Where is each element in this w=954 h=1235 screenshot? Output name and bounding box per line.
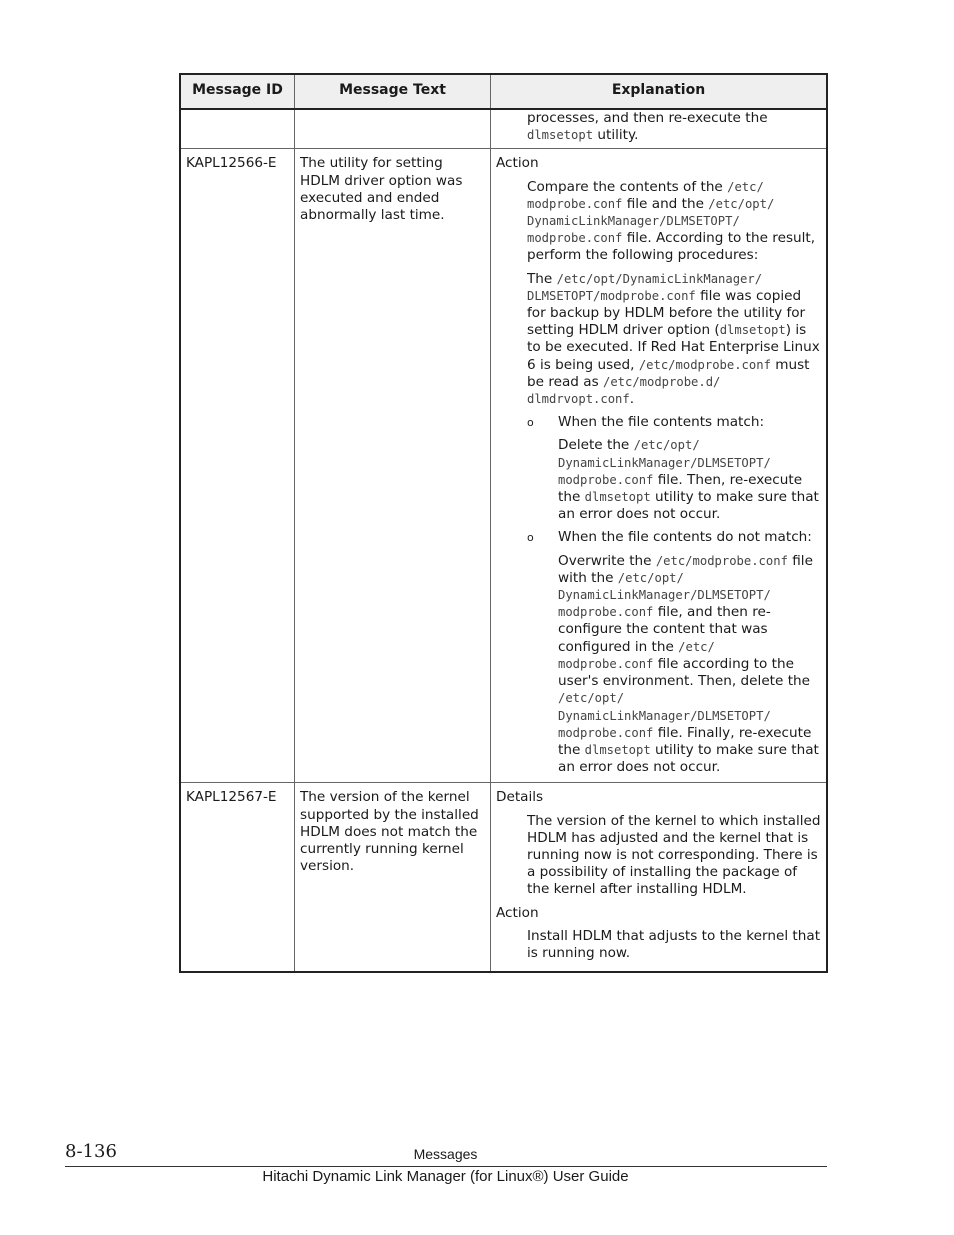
txt: file according to the user's environment. Then, delete the xyxy=(558,655,811,690)
message-explanation xyxy=(491,783,826,971)
path: /etc/modprobe.d/ dlmdrvopt.conf xyxy=(527,374,721,407)
path: /etc/opt/ DynamicLinkManager/DLMSETOPT/ modprobe.conf xyxy=(527,196,775,246)
txt: The xyxy=(527,270,557,287)
header-explanation: Explanation xyxy=(611,82,706,98)
txt: file with the xyxy=(558,552,813,586)
path: /etc/opt/ DynamicLinkManager/DLMSETOPT/ modprobe.conf xyxy=(558,438,771,487)
cell-explanation-continued xyxy=(491,110,826,148)
txt: file and the xyxy=(622,195,709,212)
table-row xyxy=(181,782,826,971)
path: /etc/opt/ DynamicLinkManager/DLMSETOPT/ modprobe.conf xyxy=(558,691,771,740)
cell-id-empty xyxy=(181,110,295,148)
bullet-icon: o xyxy=(527,531,534,545)
txt: file. Then, re-execute the xyxy=(558,471,803,506)
table-row-continuation xyxy=(181,110,826,148)
message-id: KAPL12567-E xyxy=(181,783,295,971)
path: /etc/ modprobe.conf xyxy=(527,179,764,211)
continued-paragraph xyxy=(496,110,821,144)
compare-paragraph xyxy=(496,179,821,265)
page-number: 8-136 xyxy=(65,1141,117,1162)
cell-text-empty xyxy=(295,110,491,148)
txt: file. Finally, re-execute the xyxy=(558,724,812,758)
path: /etc/opt/DynamicLinkManager/ DLMSETOPT/modprobe.conf xyxy=(527,271,763,303)
header-message-text: Message Text xyxy=(295,75,491,108)
details-text: The version of the kernel to which installed HDLM has adjusted and the kernel that is running now is not corresponding. There is a possibility of installing the package of the kernel after installing HDLM. xyxy=(527,812,821,898)
message-id: KAPL12566-E xyxy=(181,149,295,782)
bullet-title: When the file contents match: xyxy=(558,414,765,431)
table-header-row xyxy=(181,75,826,110)
backup-paragraph xyxy=(496,271,821,409)
message-text: The utility for setting HDLM driver option was executed and ended abnormally last time. xyxy=(295,149,491,782)
path: /etc/ modprobe.conf xyxy=(558,639,715,671)
footer-section: Messages xyxy=(413,1146,478,1162)
bullet-nomatch xyxy=(496,529,821,546)
path: /etc/opt/ DynamicLinkManager/DLMSETOPT/ modprobe.conf xyxy=(558,570,771,620)
txt: ) is to be executed. If Red Hat Enterprise Linux 6 is being used, xyxy=(527,322,820,373)
bullet-icon: o xyxy=(527,416,534,430)
messages-table xyxy=(179,73,828,973)
bullet-match-body xyxy=(496,437,821,523)
message-explanation xyxy=(491,149,826,782)
action-label: Action xyxy=(496,904,539,921)
bullet-match xyxy=(496,414,821,431)
txt: Overwrite the xyxy=(558,552,656,569)
message-text: The version of the kernel supported by the installed HDLM does not match the currently running kernel version. xyxy=(295,783,491,971)
txt: must be read as xyxy=(527,356,810,390)
action-text: Install HDLM that adjusts to the kernel that is running now. xyxy=(527,927,821,961)
action-label: Action xyxy=(496,155,539,172)
txt: Delete the xyxy=(558,437,634,454)
cmd: dlmsetopt xyxy=(719,323,786,338)
txt: Compare the contents of the xyxy=(527,178,728,195)
continued-after: utility. xyxy=(593,127,639,144)
footer-guide-title: Hitachi Dynamic Link Manager (for Linux®) User Guide xyxy=(262,1168,629,1185)
details-label: Details xyxy=(496,789,544,806)
bullet-nomatch-body xyxy=(496,553,821,777)
txt: . xyxy=(629,391,635,408)
table-row xyxy=(181,148,826,782)
continued-cmd: dlmsetopt xyxy=(527,128,594,143)
txt: utility to make sure that an error does not occur. xyxy=(558,741,819,776)
txt: file. According to the result, perform the following procedures: xyxy=(527,230,816,264)
cmd: dlmsetopt xyxy=(584,490,651,505)
continued-text: processes, and then re-execute the xyxy=(527,110,768,126)
path: /etc/modprobe.conf xyxy=(655,553,788,568)
bullet-title: When the file contents do not match: xyxy=(558,529,812,546)
cmd: dlmsetopt xyxy=(584,742,651,757)
footer-divider xyxy=(65,1166,827,1167)
txt: file, and then re-configure the content that was configured in the xyxy=(558,604,771,655)
txt: file was copied for backup by HDLM before the utility for setting HDLM driver option ( xyxy=(527,287,806,339)
header-message-id: Message ID xyxy=(181,75,295,108)
txt: utility to make sure that an error does not occur. xyxy=(558,489,819,523)
path: /etc/modprobe.conf xyxy=(638,357,771,372)
